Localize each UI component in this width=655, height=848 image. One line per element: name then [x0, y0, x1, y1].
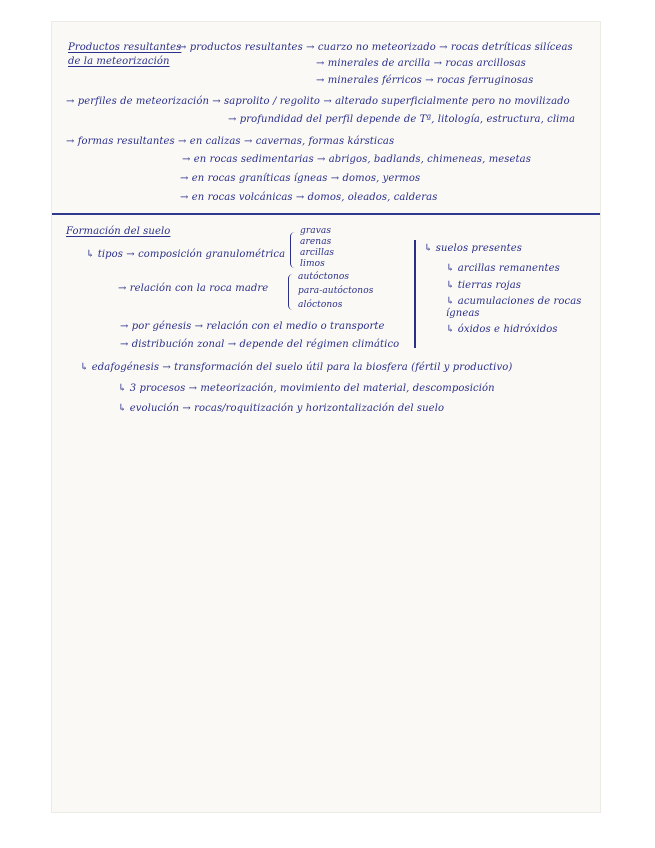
note-line-tipos: ↳ tipos → composición granulométrica [86, 249, 286, 260]
note-line-volcanicas: → en rocas volcánicas → domos, oleados, calderas [180, 192, 438, 203]
right-note: ↳ acumulaciones de rocas ígneas [446, 296, 582, 319]
note-line-arcilla: → minerales de arcilla → rocas arcillosas [316, 58, 526, 69]
brace-roca-madre [288, 274, 297, 310]
granulometria-item: arcillas [300, 248, 335, 258]
vertical-separator [414, 240, 416, 348]
right-note: ↳ suelos presentes [424, 243, 523, 254]
note-line-productos: → productos resultantes → cuarzo no meteorizado → rocas detríticas silíceas [178, 42, 573, 53]
note-line-procesos: ↳ 3 procesos → meteorización, movimiento del material, descomposición [118, 383, 495, 394]
granulometria-item: arenas [300, 237, 332, 247]
note-line-genesis: → por génesis → relación con el medio o transporte [120, 321, 385, 332]
note-line-sedimentarias: → en rocas sedimentarias → abrigos, badlands, chimeneas, mesetas [182, 154, 531, 165]
right-note: ↳ óxidos e hidróxidos [446, 324, 558, 335]
brace-granulometria [290, 232, 299, 268]
section-title-productos: Productos resultantes [68, 42, 182, 53]
note-line-edafogenesis: ↳ edafogénesis → transformación del suelo útil para la biosfera (fértil y productivo) [80, 362, 513, 373]
granulometria-item: limos [300, 259, 325, 269]
note-line-evolucion: ↳ evolución → rocas/roquitización y horizontalización del suelo [118, 403, 445, 414]
note-line-ferricos: → minerales férricos → rocas ferruginosas [316, 75, 534, 86]
granulometria-item: gravas [300, 226, 332, 236]
note-line-formas: → formas resultantes → en calizas → cavernas, formas kársticas [66, 136, 395, 147]
right-note: ↳ tierras rojas [446, 280, 522, 291]
note-line-relacion: → relación con la roca madre [118, 283, 269, 294]
note-line-distribucion: → distribución zonal → depende del régimen climático [120, 339, 400, 350]
divider-line [52, 213, 600, 215]
note-line-profundidad: → profundidad del perfil depende de Tª, litología, estructura, clima [228, 114, 576, 125]
note-line-perfiles: → perfiles de meteorización → saprolito / regolito → alterado superficialmente pero no movilizado [66, 96, 570, 107]
roca-madre-item: alóctonos [298, 300, 343, 310]
section-heading-suelo: Formación del suelo [66, 226, 171, 237]
right-note: ↳ arcillas remanentes [446, 263, 560, 274]
roca-madre-item: autóctonos [298, 272, 350, 282]
section-title-meteorizacion: de la meteorización [68, 56, 170, 67]
roca-madre-item: para-autóctonos [298, 286, 374, 296]
note-line-graniticas: → en rocas graníticas ígneas → domos, yermos [180, 173, 421, 184]
